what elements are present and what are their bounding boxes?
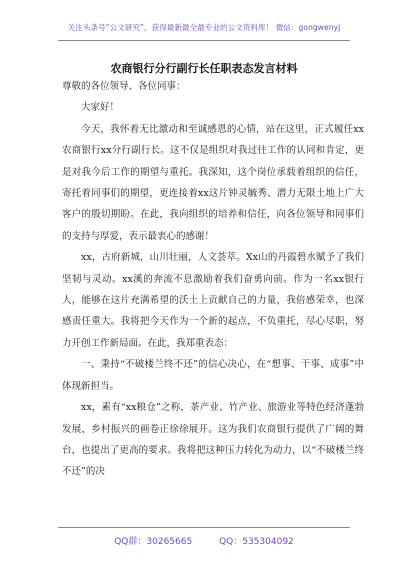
paragraph: xx，古府新城，山川壮丽，人文荟萃。Xx山的丹霞碧水赋予了我们坚韧与灵动。xx溪的奔流不息激励着我们奋勇向前。作为一名xx银行人，能够在这片充满希望的沃土上贡献自己的力量，我倍感荣幸，也深感责任重大。我将把今天作为一个新的起点，不负重托，尽心尽职，努力开创工作新局面。在此，我郑重表态： [62, 252, 364, 349]
header-banner: 关注头条号“公文研究”，获得最新最全最专业的公文资料库！ 微信：gongwenyj [67, 23, 341, 32]
footer-divider [58, 527, 350, 528]
document-body [62, 76, 364, 483]
document-title: 农商银行分行副行长任职表态发言材料 [110, 62, 298, 75]
section-heading: 一、秉持“不破楼兰终不还”的信心决心，在“想事、干事、成事”中体现新担当。 [62, 359, 364, 392]
footer-banner [0, 534, 408, 547]
greeting: 大家好！ [81, 102, 120, 114]
salutation: 尊敬的各位领导、各位同事： [62, 81, 186, 92]
paragraph: xx，素有“xx粮仓”之称，茶产业、竹产业、旅游业等特色经济蓬勃发展，乡村振兴的画卷正徐徐展开。这为我们农商银行提供了广阔的舞台，也提出了更高的要求。我将把这种压力转化为动力，以“不破楼兰终不还”的决 [62, 402, 364, 478]
paragraph: 今天，我怀着无比激动和至诚感恩的心情，站在这里，正式履任xx农商银行xx分行副行长。这不仅是组织对我过往工作的认同和肯定，更是对我今后工作的期望与重托。我深知，这个岗位承载着组织的信任，寄托着同事们的期望，更连接着xx这片钟灵毓秀、潜力无限土地上广大客户的殷切期盼。在此，我向组织的培养和信任，向各位领导和同事们的支持与厚爱，表示最衷心的感谢！ [62, 123, 364, 242]
header-divider [58, 40, 350, 41]
footer-qq-group: QQ群：30265665 [114, 537, 193, 547]
footer-qq: QQ：535304092 [219, 537, 294, 547]
